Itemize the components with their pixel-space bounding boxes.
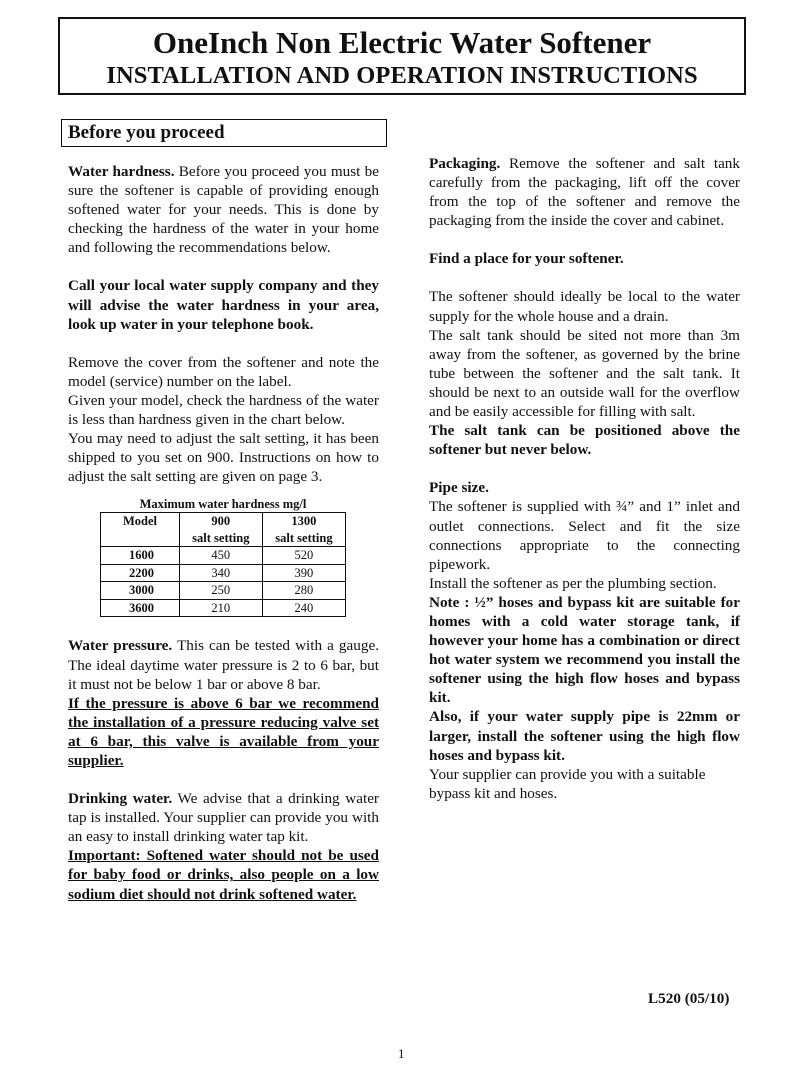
water-hardness-paragraph: [68, 162, 379, 257]
hardness-table-caption: Maximum water hardness mg/l: [139, 497, 307, 512]
hoses-note: Note : ½” hoses and bypass kit are suitable for homes with a cold water storage tank, if however your home has a combination or direct hot water system we recommend you install the softener using the high flow hoses and bypass kit.: [429, 593, 740, 707]
packaging-text: Remove the softener and salt tank carefully from the packaging, lift off the cover from the top of the softener and remove the packaging from the inside the cover and cabinet.: [429, 155, 740, 230]
check-hardness-paragraph: Given your model, check the hardness of the water is less than hardness given in the chart below.: [68, 391, 379, 429]
document-title: OneInch Non Electric Water Softener: [152, 25, 652, 60]
water-pressure-paragraph: [68, 636, 379, 693]
water-pressure-text: This can be tested with a gauge. The ideal daytime water pressure is 2 to 6 bar, but it must not be below 1 bar or above 8 bar.: [68, 637, 379, 693]
table-cell-1300: 280: [262, 582, 345, 600]
pressure-warning: If the pressure is above 6 bar we recommend the installation of a pressure reducing valve set at 6 bar, this valve is available from your supplier.: [68, 694, 379, 769]
drinking-water-text: We advise that a drinking water tap is installed. Your supplier can provide you with an easy to install drinking water tap kit.: [68, 790, 379, 846]
table-subheader-900: salt setting: [179, 530, 262, 547]
packaging-heading: Packaging.: [429, 155, 501, 172]
table-cell-model: 3600: [101, 599, 180, 617]
table-header-1300: 1300: [262, 513, 345, 530]
table-cell-1300: 520: [262, 547, 345, 565]
pipe-size-paragraph: The softener is supplied with ¾” and 1” inlet and outlet connections. Select and fit the size connections appropriate to the connecting pipework.: [429, 498, 740, 573]
table-cell-model: 1600: [101, 547, 180, 565]
drinking-water-paragraph: [68, 789, 379, 846]
table-row: [101, 547, 346, 565]
packaging-paragraph: [429, 154, 740, 230]
adjust-salt-paragraph: You may need to adjust the salt setting, it has been shipped to you set on 900. Instructions on how to adjust the salt setting are given on page 3.: [68, 430, 379, 486]
call-supplier-paragraph: Call your local water supply company and they will advise the water hardness in your area, look up water in your telephone book.: [68, 277, 379, 333]
hardness-table-wrapper: [100, 496, 346, 617]
supply-pipe-note: Also, if your water supply pipe is 22mm or larger, install the softener using the high flow hoses and bypass kit.: [429, 708, 740, 764]
left-column: [68, 162, 379, 904]
water-hardness-text: Before you proceed you must be sure the softener is capable of providing enough softened water for your needs. This is done by checking the hardness of the water in your home and following the recommendations below.: [68, 163, 379, 257]
document-subtitle: INSTALLATION AND OPERATION INSTRUCTIONS: [106, 62, 698, 89]
table-cell-900: 250: [179, 582, 262, 600]
table-cell-900: 450: [179, 547, 262, 565]
find-place-paragraph: The softener should ideally be local to the water supply for the whole house and a drain.: [429, 288, 740, 325]
table-row: [101, 599, 346, 617]
document-code: L520 (05/10): [648, 990, 730, 1007]
title-box: [58, 17, 746, 95]
remove-cover-paragraph: Remove the cover from the softener and note the model (service) number on the label.: [68, 353, 379, 390]
right-column: [429, 154, 740, 803]
table-subheader-1300: salt setting: [262, 530, 345, 547]
drinking-water-heading: Drinking water.: [68, 790, 173, 808]
table-header-model: Model: [101, 513, 180, 547]
salt-tank-paragraph: The salt tank should be sited not more than 3m away from the softener, as governed by the brine tube between the softener and the salt tank. It should be next to an outside wall for the overflow and be easily accessible for filling with salt.: [429, 326, 740, 421]
table-header-900: 900: [179, 513, 262, 530]
table-cell-model: 3000: [101, 582, 180, 600]
find-place-heading: Find a place for your softener.: [429, 250, 624, 268]
hardness-table: [100, 512, 346, 617]
pipe-size-heading: Pipe size.: [429, 479, 489, 497]
page-number: 1: [398, 1046, 405, 1061]
table-cell-model: 2200: [101, 564, 180, 582]
table-cell-1300: 390: [262, 564, 345, 582]
table-cell-900: 340: [179, 564, 262, 582]
water-pressure-heading: Water pressure.: [68, 637, 173, 655]
supplier-paragraph: Your supplier can provide you with a suitable bypass kit and hoses.: [429, 765, 706, 802]
table-row: [101, 564, 346, 582]
important-warning: Important: Softened water should not be used for baby food or drinks, also people on a low sodium diet should not drink softened water.: [68, 847, 379, 903]
table-cell-900: 210: [179, 599, 262, 617]
install-paragraph: Install the softener as per the plumbing section.: [429, 574, 717, 592]
salt-tank-position-note: The salt tank can be positioned above the softener but never below.: [429, 422, 740, 459]
table-cell-1300: 240: [262, 599, 345, 617]
section-heading: Before you proceed: [61, 119, 387, 147]
table-row: [101, 582, 346, 600]
water-hardness-heading: Water hardness.: [68, 163, 175, 180]
